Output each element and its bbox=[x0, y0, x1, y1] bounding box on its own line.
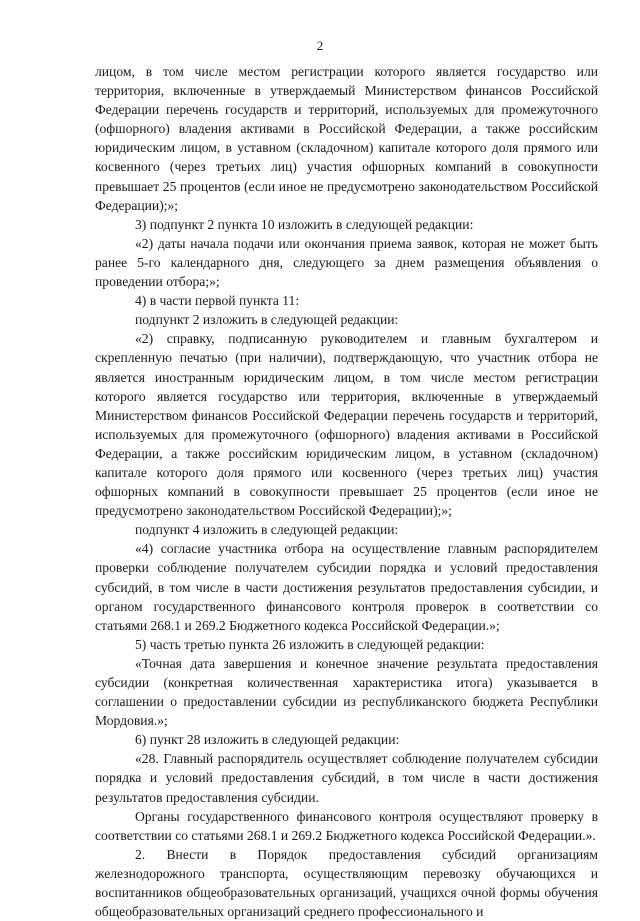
paragraph: «28. Главный распорядитель осуществляет соблюдение получателем субсидии порядка и условий предоставления субсидий, в том числе в части достижения результатов предоставления субсидии. bbox=[95, 751, 598, 805]
paragraph: 6) пункт 28 изложить в следующей редакции: bbox=[135, 732, 400, 748]
paragraph: «2) справку, подписанную руководителем и главным бухгалтером и скрепленную печатью (при наличии), подтверждающую, что участник отбора не является иностранным юридическим лицом, в том числе местом регистрации которого является государство или территория, включенные в утверждаемый Министерством финансов Российской Федерации перечень государств и территорий, используемых для промежуточного (офшорного) владения активами в Российской Федерации, а также российским юридическим лицом, в уставном (складочном) капитале которого доля прямого или косвенного (через третьих лиц) участия офшорных компаний в совокупности превышает 25 процентов (если иное не предусмотрено законодательством Российской Федерации);»; bbox=[95, 331, 598, 519]
paragraph: подпункт 2 изложить в следующей редакции: bbox=[135, 312, 399, 328]
paragraph: подпункт 4 изложить в следующей редакции: bbox=[135, 522, 399, 538]
paragraph: «2) даты начала подачи или окончания приема заявок, которая не может быть ранее 5-го календарного дня, следующего за днем размещения объявления о проведении отбора;»; bbox=[95, 235, 598, 290]
paragraph: лицом, в том числе местом регистрации которого является государство или территория, включенные в утверждаемый Министерством финансов Российской Федерации перечень государств и территорий, используемых для промежуточного (офшорного) владения активами в Российской Федерации, а также российским юридическим лицом, в уставном (складочном) капитале которого доля прямого или косвенного (через третьих лиц) участия офшорных компаний в совокупности превышает 25 процентов (если иное не предусмотрено законодательством Российской Федерации);»; bbox=[95, 64, 598, 213]
page-number: 2 bbox=[316, 38, 324, 53]
document-body bbox=[95, 62, 598, 921]
paragraph: Органы государственного финансового контроля осуществляют проверку в соответствии со статьями 268.1 и 269.2 Бюджетного кодекса Российской Федерации.». bbox=[95, 808, 598, 843]
paragraph: «4) согласие участника отбора на осуществление главным распорядителем проверки соблюдение получателем субсидии порядка и условий предоставления субсидий, в том числе в части достижения результатов предоставления субсидии, и органом государственного финансового контроля проверок в соответствии со статьями 268.1 и 269.2 Бюджетного кодекса Российской Федерации.»; bbox=[95, 541, 598, 633]
paragraph: 2. Внести в Порядок предоставления субсидий организациям железнодорожного транспорта, осуществляющим перевозку обучающихся и воспитанников общеобразовательных организаций, учащихся очной формы обучения общеобразовательных организаций среднего профессионального и bbox=[95, 846, 598, 920]
paragraph: «Точная дата завершения и конечное значение результата предоставления субсидии (конкретная количественная характеристика итога) указывается в соглашении о предоставлении субсидии из республиканского бюджета Республики Мордовия.»; bbox=[95, 655, 598, 729]
paragraph: 4) в части первой пункта 11: bbox=[135, 293, 300, 309]
paragraph: 3) подпункт 2 пункта 10 изложить в следующей редакции: bbox=[135, 216, 474, 232]
paragraph: 5) часть третью пункта 26 изложить в следующей редакции: bbox=[135, 636, 485, 652]
